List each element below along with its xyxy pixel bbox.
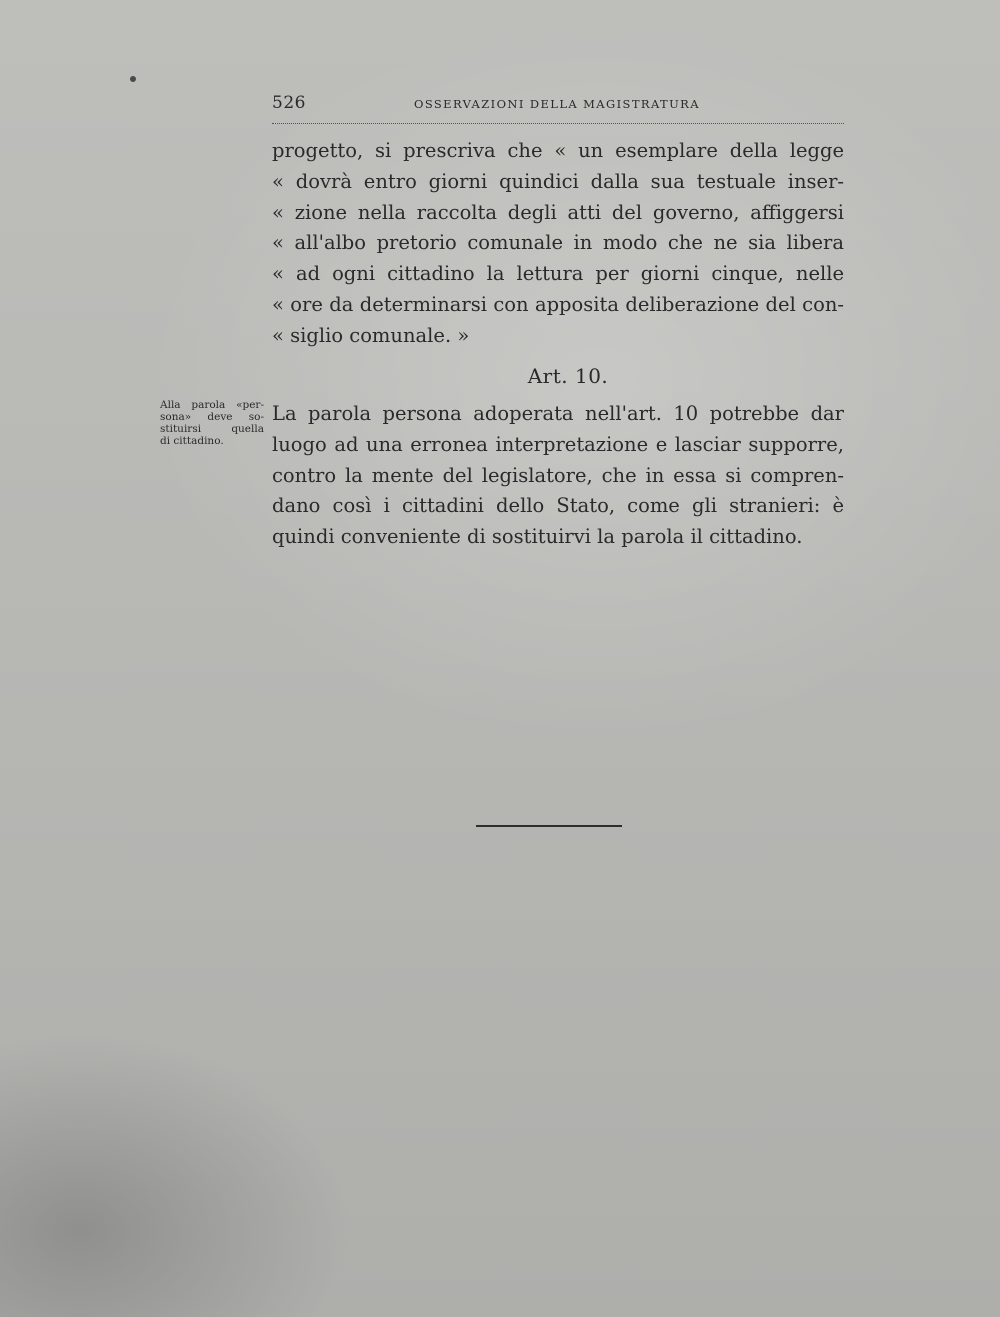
text-line: « ore da determinarsi con apposita deliberazione del con-	[272, 292, 844, 316]
text-line: quindi conveniente di sostituirvi la parola il cittadino.	[272, 525, 803, 549]
article-heading: Art. 10.	[527, 364, 609, 388]
margin-note-line: sona» deve so-	[160, 411, 264, 423]
text-line: « all'albo pretorio comunale in modo che ne sia libera	[272, 231, 844, 255]
continuation-paragraph	[272, 136, 844, 352]
text-line: « ad ogni cittadino la lettura per giorni cinque, nelle	[272, 262, 844, 286]
text-line: « siglio comunale. »	[272, 323, 470, 347]
text-line: contro la mente del legislatore, che in essa si compren-	[272, 463, 844, 487]
margin-note-line: di cittadino.	[160, 435, 224, 447]
margin-note-line: stituirsi quella	[160, 423, 264, 435]
ink-dot	[130, 76, 136, 82]
page-number: 526	[272, 93, 306, 113]
running-title: OSSERVAZIONI DELLA MAGISTRATURA	[414, 97, 700, 111]
running-header	[272, 93, 844, 124]
text-line: « zione nella raccolta degli atti del governo, affiggersi	[272, 200, 844, 224]
margin-note-line: Alla parola «per-	[160, 399, 264, 411]
text-line: « dovrà entro giorni quindici dalla sua testuale inser-	[272, 169, 844, 193]
text-line: luogo ad una erronea interpretazione e lasciar supporre,	[272, 432, 844, 456]
end-rule	[476, 825, 622, 827]
text-line: La parola persona adoperata nell'art. 10 potrebbe dar	[272, 402, 844, 425]
text-line: progetto, si prescriva che « un esemplare della legge	[272, 139, 844, 162]
margin-note	[160, 399, 264, 447]
page-shadow	[0, 900, 420, 1317]
article-paragraph	[272, 399, 844, 553]
text-line: dano così i cittadini dello Stato, come gli stranieri: è	[272, 494, 844, 518]
